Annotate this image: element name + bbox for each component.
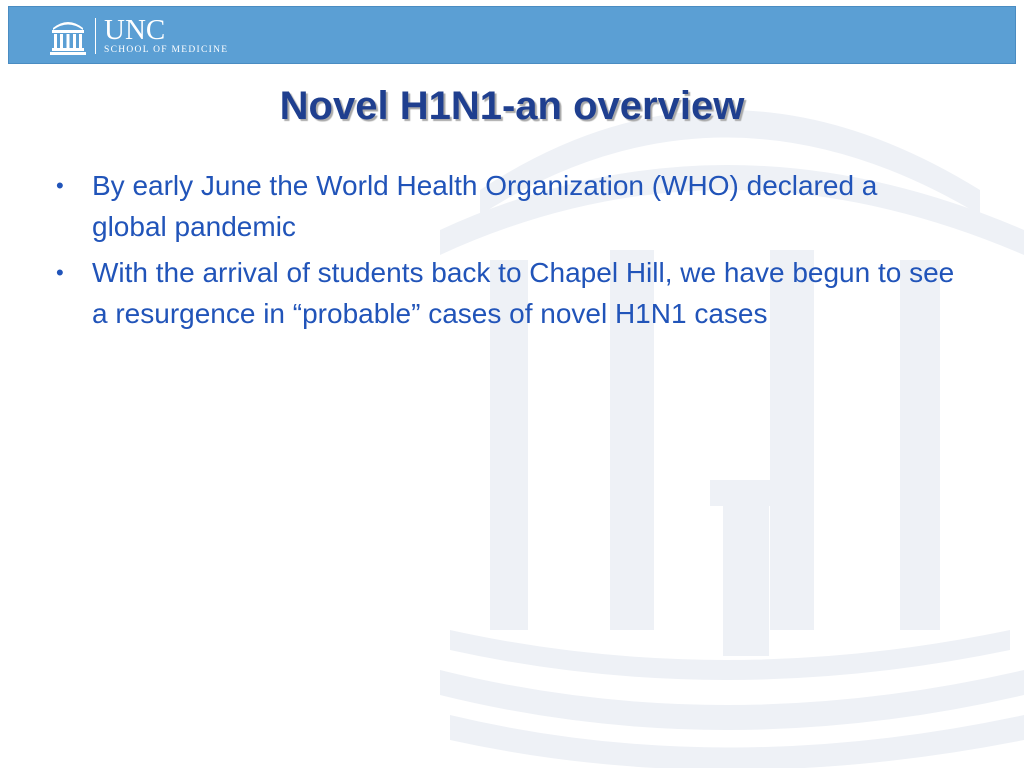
old-well-logo-icon — [49, 16, 87, 56]
bullet-item — [56, 165, 956, 247]
bullet-list — [56, 165, 956, 334]
bullet-text: By early June the World Health Organization (WHO) declared a global pandemic — [92, 170, 878, 242]
slide-title: Novel H1N1-an overview — [279, 84, 745, 128]
logo-subtitle-text: SCHOOL OF MEDICINE — [104, 45, 229, 56]
old-well-watermark-icon — [420, 40, 1024, 768]
bullet-dot-icon: • — [56, 260, 64, 285]
logo-text — [104, 16, 228, 56]
bullet-text: With the arrival of students back to Chapel Hill, we have begun to see a resurgence in “probable” cases of novel H1N1 cases — [92, 257, 955, 329]
logo-unc-text: UNC — [104, 14, 166, 47]
unc-school-of-medicine-logo — [49, 16, 228, 56]
bullet-item — [56, 252, 956, 334]
logo-divider — [95, 18, 96, 54]
bullet-dot-icon: • — [56, 173, 64, 198]
slide-content — [56, 165, 956, 339]
header-bar — [8, 6, 1016, 64]
